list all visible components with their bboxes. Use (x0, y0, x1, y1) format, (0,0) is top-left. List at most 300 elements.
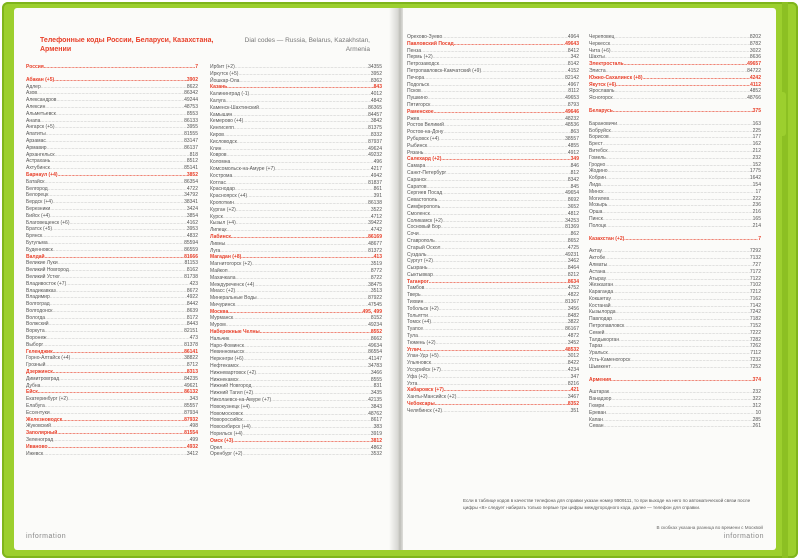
dial-code: 812 (570, 169, 579, 176)
code-row (210, 173, 382, 180)
dot-leader (430, 102, 568, 109)
dot-leader (52, 308, 186, 315)
code-row (407, 299, 579, 306)
code-row (589, 396, 761, 403)
city-name: Кингисепп (210, 125, 234, 132)
city-name: Томск (+4) (407, 319, 431, 326)
city-name: Мичуринск (210, 301, 236, 308)
code-row (407, 54, 579, 61)
code-row (589, 196, 761, 203)
dial-code: 34792 (184, 192, 198, 199)
code-row (210, 112, 382, 119)
dial-code: 3652 (567, 203, 579, 210)
dot-leader (62, 417, 184, 424)
dot-leader (227, 227, 371, 234)
dot-leader (433, 258, 568, 265)
city-name: Ейск (26, 389, 38, 396)
dot-leader (439, 306, 568, 313)
dial-code: 818 (189, 151, 198, 158)
dot-leader (57, 430, 184, 437)
dot-leader (429, 279, 568, 286)
city-name: Сызрань (407, 265, 428, 272)
code-row (407, 245, 579, 252)
dot-leader (244, 343, 368, 350)
city-name: Жезказган (589, 282, 614, 289)
city-name: Омск (+3) (210, 437, 234, 444)
code-row (589, 168, 761, 175)
dial-code: 8412 (567, 47, 579, 54)
city-name: Рязань (407, 149, 424, 156)
city-name: Актобе (589, 255, 606, 262)
city-name: Рубцовск (+4) (407, 135, 440, 142)
code-heading-row (407, 109, 579, 116)
city-name: Кызылорда (589, 309, 616, 316)
dial-code: 87934 (184, 409, 198, 416)
dot-leader (443, 218, 565, 225)
code-row (589, 337, 761, 344)
city-name: Комсомольск-на-Амуре (+7) (210, 165, 275, 172)
code-row (210, 193, 382, 200)
codes-column-1 (26, 64, 198, 524)
dial-code: 8622 (186, 83, 198, 90)
code-row (26, 335, 198, 342)
dot-leader (436, 340, 568, 347)
city-name: Волгодонск (26, 307, 53, 314)
code-row (210, 220, 382, 227)
code-row (210, 268, 382, 275)
city-name: Димитровград (26, 375, 60, 382)
city-name: Пинск (589, 215, 603, 222)
city-name: Ростов Великий (407, 122, 444, 129)
city-name: Ухта (407, 380, 418, 387)
dial-code: 49634 (368, 342, 382, 349)
dial-code: 4842 (370, 97, 382, 104)
page-header (40, 36, 370, 66)
dot-leader (421, 88, 568, 95)
dial-code: 8342 (567, 176, 579, 183)
dot-leader (226, 98, 371, 105)
city-name: Азов (26, 90, 38, 97)
dot-leader (235, 288, 371, 295)
dot-leader (606, 410, 755, 417)
city-name: Уссурийск (+7) (407, 367, 441, 374)
code-row (407, 129, 579, 136)
dot-leader (606, 175, 750, 182)
dial-code: 86559 (184, 246, 198, 253)
dot-leader (456, 394, 567, 401)
city-name: Тамбов (407, 285, 425, 292)
city-name: Тольятти (407, 312, 428, 319)
dial-code: 82142 (565, 74, 579, 81)
dial-code: 8422 (567, 360, 579, 367)
dial-code: 383 (373, 424, 382, 431)
dot-leader (611, 48, 750, 55)
dial-code: 8352 (567, 401, 579, 408)
code-row (210, 349, 382, 356)
code-row (26, 220, 198, 227)
dot-leader (60, 274, 184, 281)
city-name: Сосновый Бор (407, 224, 441, 231)
city-name: Барановичи (589, 120, 618, 127)
code-row (407, 374, 579, 381)
city-name: Междуреченск (+4) (210, 281, 255, 288)
dial-code: 86137 (184, 144, 198, 151)
code-row (589, 34, 761, 41)
dial-code: 222 (752, 195, 761, 202)
dot-leader (232, 112, 368, 119)
code-row (210, 424, 382, 431)
code-row (26, 138, 198, 145)
dot-leader (48, 192, 184, 199)
code-row (210, 336, 382, 343)
dial-code: 8332 (370, 131, 382, 138)
city-name: Пятигорск (407, 101, 431, 108)
dot-leader (602, 343, 749, 350)
city-name: Валдай (26, 253, 45, 260)
code-row (26, 240, 198, 247)
dot-leader (231, 234, 368, 241)
code-row (407, 340, 579, 347)
dot-leader (251, 383, 373, 390)
city-name: Гюмри (589, 403, 605, 410)
city-name: Жодино (589, 168, 608, 175)
dot-leader (423, 299, 565, 306)
dial-code: 3513 (370, 288, 382, 295)
code-row (407, 394, 579, 401)
dial-code: 216 (752, 209, 761, 216)
dial-code: 152 (752, 161, 761, 168)
dial-code: 7162 (749, 295, 761, 302)
dial-code: 10 (755, 409, 761, 416)
dial-code: 48536 (565, 122, 579, 129)
city-name: Заполярный (26, 430, 58, 437)
dot-leader (614, 34, 749, 41)
code-row (407, 306, 579, 313)
dial-code: 7142 (749, 302, 761, 309)
code-row (407, 224, 579, 231)
dot-leader (271, 397, 368, 404)
dial-code: 8442 (186, 301, 198, 308)
dial-code: 4932 (186, 443, 198, 450)
code-row (407, 68, 579, 75)
city-name: Краснодар (210, 186, 235, 193)
dial-code: 7122 (749, 275, 761, 282)
code-row (210, 343, 382, 350)
city-name: Караганда (589, 289, 614, 296)
code-row (210, 315, 382, 322)
city-name: Павловский Посад (407, 40, 454, 47)
dot-leader (45, 328, 184, 335)
code-row (407, 367, 579, 374)
dial-code: 4712 (370, 213, 382, 220)
city-name: Махачкала (210, 274, 236, 281)
city-name: Чита (+6) (589, 47, 611, 54)
code-row (407, 82, 579, 89)
dot-leader (602, 248, 750, 255)
city-name: Курск (210, 213, 223, 220)
dot-leader (59, 376, 184, 383)
dial-code: 86342 (184, 90, 198, 97)
dot-leader (616, 82, 750, 89)
dial-code: 81367 (565, 299, 579, 306)
dial-code: 38341 (184, 199, 198, 206)
city-name: Киров (210, 131, 224, 138)
dot-leader (43, 342, 184, 349)
city-name: Апатиты (26, 131, 46, 138)
dot-leader (433, 54, 571, 61)
code-row (407, 184, 579, 191)
city-name: Великий Устюг (26, 273, 61, 280)
dial-code: 34253 (565, 217, 579, 224)
city-name: Иваново (26, 443, 48, 450)
city-name: Владимир (26, 294, 50, 301)
dot-leader (224, 132, 371, 139)
dot-leader (40, 118, 184, 125)
dial-code: 498 (189, 423, 198, 430)
city-name: Батайск (26, 178, 45, 185)
city-name: Шахты (589, 54, 605, 61)
code-row (407, 34, 579, 41)
dot-leader (418, 333, 568, 340)
code-row (26, 376, 198, 383)
code-row (589, 276, 761, 283)
dot-leader (481, 68, 568, 75)
dot-leader (239, 78, 370, 85)
dial-code: 499 (189, 437, 198, 444)
city-name: Йошкар-Ола (210, 77, 240, 84)
dot-leader (50, 301, 187, 308)
dot-leader (429, 82, 568, 89)
code-row (26, 233, 198, 240)
code-row (26, 451, 198, 458)
city-name: Адлер (26, 83, 41, 90)
dial-code: 1775 (749, 168, 761, 175)
code-row (589, 216, 761, 223)
dot-leader (423, 150, 568, 157)
city-name: Семей (589, 329, 605, 336)
city-name: Тихвин (407, 299, 424, 306)
code-row (589, 41, 761, 48)
dot-leader (234, 125, 368, 132)
dot-leader (70, 355, 184, 362)
dot-leader (50, 158, 187, 165)
city-name: Сургут (+2) (407, 258, 433, 265)
city-name: Армения (589, 376, 612, 383)
city-name: Ангарск (+5) (26, 124, 55, 131)
dial-code: 86141 (184, 348, 198, 355)
code-heading-row (407, 41, 579, 48)
city-name: Великий Новгород (26, 267, 69, 274)
dot-leader (605, 54, 750, 61)
city-name: Елабуга (26, 403, 45, 410)
dial-code: 86354 (184, 178, 198, 185)
city-name: Электросталь (589, 61, 624, 68)
city-name: Череповец (589, 34, 615, 40)
city-name: Ливны (210, 240, 226, 247)
dial-code: 212 (752, 147, 761, 154)
dot-leader (630, 357, 750, 364)
city-name: Астрахань (26, 158, 51, 165)
code-heading-row (26, 64, 198, 71)
dot-leader (221, 146, 368, 153)
dial-code: 81837 (368, 179, 382, 186)
dial-code: 8212 (567, 271, 579, 278)
code-row (210, 390, 382, 397)
city-name: Бугульма (26, 239, 48, 246)
dial-code: 86138 (368, 199, 382, 206)
city-name: Тула (407, 333, 418, 340)
city-name: Южно-Сахалинск (+8) (589, 74, 643, 81)
code-row (407, 238, 579, 245)
dial-code: 47545 (368, 301, 382, 308)
dial-code: 232 (752, 389, 761, 396)
dot-leader (227, 152, 369, 159)
city-name: Костанай (589, 302, 611, 309)
dot-leader (443, 129, 570, 136)
city-name: Саранск (407, 176, 427, 183)
codes-column-3 (407, 34, 579, 496)
city-name: Петропавловск (589, 323, 625, 330)
dot-leader (40, 383, 184, 390)
dial-code: 8202 (749, 34, 761, 40)
code-heading-row (210, 309, 382, 316)
code-row (407, 150, 579, 157)
footer-right: information (723, 533, 764, 540)
dot-leader (434, 109, 565, 116)
dial-code: 17 (755, 188, 761, 195)
city-name: Тобольск (+2) (407, 305, 439, 312)
city-name: Самара (407, 163, 426, 170)
dial-code: 4852 (749, 88, 761, 95)
dot-leader (616, 309, 750, 316)
dot-leader (419, 231, 571, 238)
city-name: Новосибирск (+4) (210, 424, 251, 431)
code-row (26, 104, 198, 111)
dial-code: 7212 (749, 289, 761, 296)
code-row (589, 148, 761, 155)
dot-leader (233, 438, 371, 445)
code-row (26, 213, 198, 220)
dot-leader (249, 91, 371, 98)
code-heading-row (210, 329, 382, 336)
dot-leader (604, 330, 749, 337)
dial-code: 87937 (368, 138, 382, 145)
dial-code: 375 (752, 107, 761, 114)
code-row (589, 134, 761, 141)
code-row (26, 383, 198, 390)
city-name: Могилев (589, 195, 609, 202)
dial-code: 8782 (749, 40, 761, 47)
dot-leader (603, 141, 753, 148)
city-name: Подольск (407, 81, 430, 88)
code-row (589, 162, 761, 169)
dot-leader (608, 350, 751, 357)
code-row (210, 71, 382, 78)
dot-leader (51, 423, 190, 430)
code-row (210, 288, 382, 295)
dot-leader (244, 356, 369, 363)
code-heading-row (407, 401, 579, 408)
dial-code: 3435 (370, 390, 382, 397)
code-row (589, 289, 761, 296)
dial-code: 81375 (368, 125, 382, 132)
dial-code: 38822 (184, 355, 198, 362)
dot-leader (609, 196, 753, 203)
code-row (210, 200, 382, 207)
city-name: Кокшетау (589, 295, 611, 302)
code-row (589, 423, 761, 430)
dot-leader (234, 200, 368, 207)
dot-leader (220, 248, 368, 255)
city-name: Сыктывкар (407, 271, 433, 278)
dot-leader (611, 303, 750, 310)
code-heading-row (210, 234, 382, 241)
dial-code: 7132 (749, 255, 761, 262)
code-row (26, 145, 198, 152)
dot-leader (430, 211, 568, 218)
code-row (26, 152, 198, 159)
dial-code: 84457 (368, 111, 382, 118)
dial-code: 42135 (368, 397, 382, 404)
dot-leader (228, 268, 371, 275)
city-name: Сергиев Посад (407, 190, 443, 197)
code-heading-row (26, 389, 198, 396)
code-row (26, 315, 198, 322)
city-name: Минск (589, 188, 604, 195)
city-name: Витебск (589, 147, 608, 154)
code-row (210, 445, 382, 452)
code-row (26, 328, 198, 335)
city-name: Ясногорск (589, 95, 613, 102)
dial-code: 3519 (370, 261, 382, 268)
dial-code: 8362 (370, 77, 382, 84)
dial-code: 846 (570, 163, 579, 170)
code-row (26, 403, 198, 410)
dot-leader (50, 206, 187, 213)
city-name: Нижневартовск (+2) (210, 369, 257, 376)
dial-code: 86169 (368, 233, 382, 240)
dot-leader (619, 337, 750, 344)
code-row (210, 64, 382, 71)
dial-code: 7282 (749, 336, 761, 343)
city-name: Буденновск (26, 246, 53, 253)
dial-code: 3456 (567, 305, 579, 312)
dot-leader (421, 48, 568, 55)
city-name: Воркута (26, 328, 45, 335)
city-name: Абакан (+5) (26, 76, 55, 83)
city-name: Ирбит (+2) (210, 64, 235, 70)
code-row (589, 410, 761, 417)
dot-leader (250, 404, 371, 411)
dial-code: 391 (373, 193, 382, 200)
dial-code: 4234 (567, 367, 579, 374)
dot-leader (253, 390, 371, 397)
dial-code: 4862 (370, 444, 382, 451)
dial-code: 322 (752, 396, 761, 403)
code-row (407, 231, 579, 238)
dot-leader (257, 295, 368, 302)
city-name: Чебоксары (407, 401, 435, 408)
city-name: Нерюнгри (+6) (210, 356, 244, 363)
city-name: Березники (26, 205, 51, 212)
city-name: Пушкино (407, 95, 428, 102)
city-name: Мозырь (589, 202, 608, 209)
code-row (589, 269, 761, 276)
dial-code: 831 (373, 383, 382, 390)
dial-code: 3902 (186, 76, 198, 83)
dial-code: 3854 (186, 212, 198, 219)
code-row (407, 211, 579, 218)
